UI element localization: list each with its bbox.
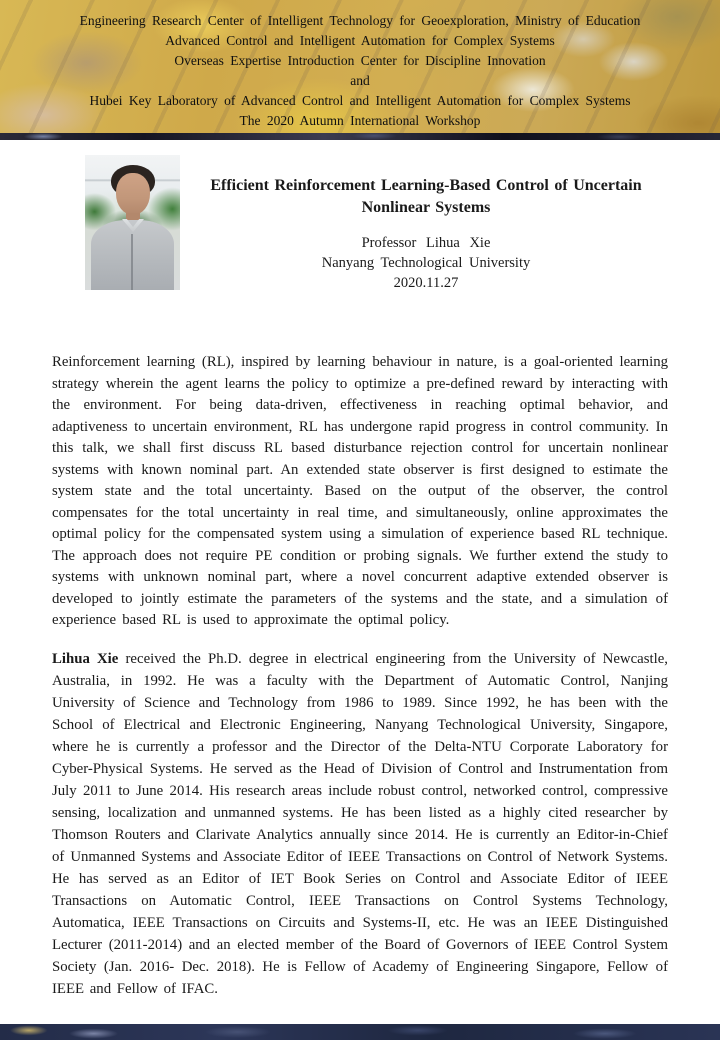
header-line: Overseas Expertise Introduction Center for Discipline Innovation — [174, 53, 546, 68]
bio-paragraph — [52, 648, 668, 1000]
header-text-block — [0, 11, 720, 131]
header-line: Advanced Control and Intelligent Automation for Complex Systems — [165, 33, 555, 48]
talk-date: 2020.11.27 — [393, 275, 459, 291]
talk-title-line-1: Efficient Reinforcement Learning-Based Control of Uncertain — [210, 177, 642, 194]
photo-face — [116, 173, 150, 215]
header-line: The 2020 Autumn International Workshop — [239, 113, 481, 128]
bio-text: received the Ph.D. degree in electrical engineering from the University of Newcastle, Australia, in 1992. He was a faculty with the Department of Automatic Control, Nanjing University of Science and Technology from 1986 to 1989. Since 1992, he has been with the School of Electrical and Electronic Engineering, Nanyang Technological University, Singapore, where he is currently a professor and the Director of the Delta-NTU Corporate Laboratory for Cyber-Physical Systems. He served as the Head of Division of Control and Instrumentation from July 2011 to June 2014. His research areas include robust control, networked control, compressive sensing, localization and unmanned systems. He has been listed as a highly cited researcher by Thomson Routers and Clarivate Analytics annually since 2014. He is currently an Editor-in-Chief of Unmanned Systems and Associate Editor of IEEE Transactions on Control of Network Systems. He has served as an Editor of IET Book Series on Control and Associate Editor of IEEE Transactions on Automatic Control, IEEE Transactions on Control Systems Technology, Automatica, IEEE Transactions on Circuits and Systems-II, etc. He was an IEEE Distinguished Lecturer (2011-2014) and an elected member of the Board of Governors of IEEE Control System Society (Jan. 2016- Dec. 2018). He is Fellow of Academy of Engineering Singapore, Fellow of IEEE and Fellow of IFAC. — [52, 650, 668, 997]
talk-info — [180, 154, 672, 293]
header-line: Hubei Key Laboratory of Advanced Control and Intelligent Automation for Complex Systems — [89, 93, 631, 108]
speaker-section — [0, 154, 720, 322]
footer-leaf-strip — [0, 1024, 720, 1040]
talk-title-line-2: Nonlinear Systems — [361, 199, 491, 216]
header-line: Engineering Research Center of Intelligent Technology for Geoexploration, Ministry of Education — [79, 13, 641, 28]
photo-shirt-placket — [131, 234, 133, 290]
header-bottom-edge — [0, 133, 720, 140]
header-banner — [0, 0, 720, 140]
header-line: and — [350, 73, 370, 88]
speaker-byline — [180, 233, 672, 293]
bio-speaker-name: Lihua Xie — [52, 650, 119, 667]
speaker-name: Professor Lihua Xie — [361, 235, 491, 251]
speaker-photo — [85, 155, 180, 290]
speaker-affiliation: Nanyang Technological University — [321, 255, 531, 271]
abstract-paragraph: Reinforcement learning (RL), inspired by learning behaviour in nature, is a goal-oriented learning strategy wherein the agent learns the policy to optimize a pre-defined reward by interacting with the environment. For being data-driven, effectiveness in reaching optimal behavior, and adaptiveness to uncertain environment, RL has undergone rapid progress in control community. In this talk, we shall first discuss RL based disturbance rejection control for uncertain nonlinear systems with known nominal part. An extended state observer is first designed to estimate the system state and the total uncertainty. Based on the output of the observer, the control compensates for the total uncertainty in real time, and simultaneously, online approximates the optimal policy for the compensated system using a simulation of experience based RL technique. The approach does not require PE condition or probing signals. We further extend the study to systems with unknown nominal part, where a novel concurrent adaptive extended observer is developed to jointly estimate the parameters of the systems and the state, and a simulation of experience based RL is used to approximate the optimal policy. — [52, 354, 668, 628]
